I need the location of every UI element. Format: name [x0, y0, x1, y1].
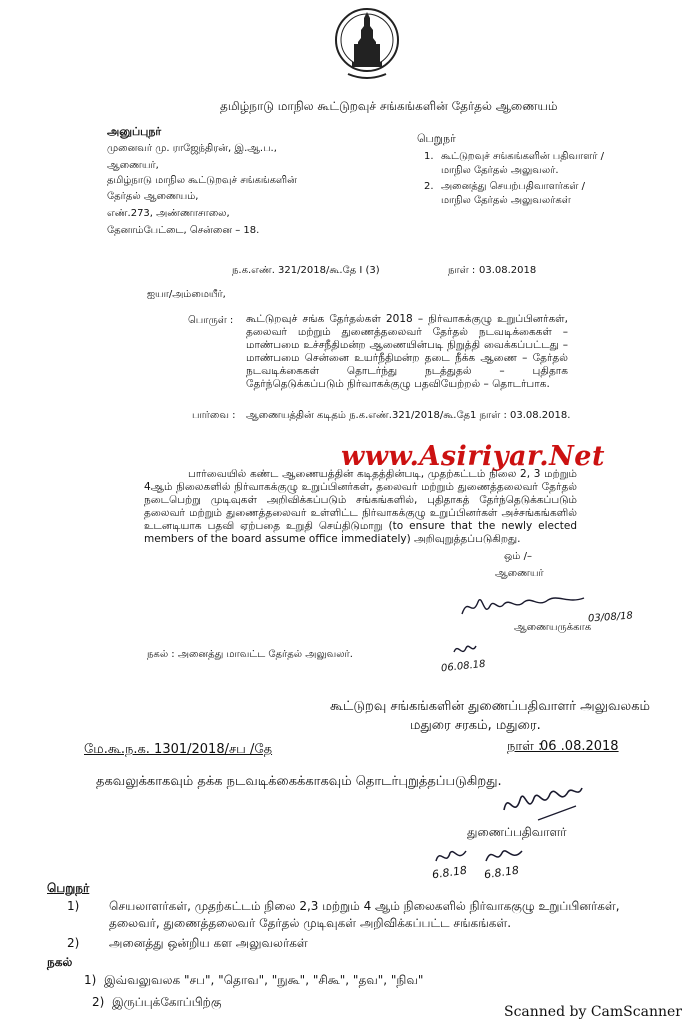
sender-line: எண்.273, அண்ணாசாலை,: [107, 208, 230, 219]
initial-date-1: 6.8.18: [431, 863, 468, 882]
copy-line: நகல் : அனைத்து மாவட்ட தேர்தல் அலுவலர்.: [147, 649, 353, 660]
salutation: ஐயா/அம்மையீர்,: [147, 289, 226, 300]
forward-text: தகவலுக்காகவும் தக்க நடவடிக்கைக்காகவும் தொடர்புறுத்தப்படுகிறது.: [96, 774, 502, 789]
recipient-line: மாநில தேர்தல் அலுவலர்கள்: [441, 195, 571, 206]
forward-reference-number: மே.கூ.ந.க. 1301/2018/சப /தே: [84, 742, 273, 757]
recipients2-number: 2): [67, 936, 80, 950]
scanner-footer: Scanned by CamScanner: [504, 1004, 682, 1020]
recipients2-heading: பெறுநர்: [47, 881, 90, 895]
forward-date: 06 .08.2018: [540, 739, 619, 754]
signature-icon: [458, 588, 588, 624]
copy2-text: இவ்வலுவலக "சப", "தொவ", "நுகூ", "சிகூ", "தவ", "நிவ": [104, 973, 424, 987]
recipient-line: அனைத்து செயற்பதிவாளர்கள் /: [441, 181, 585, 192]
body-paragraph: பார்வையில் கண்ட ஆணையத்தின் கடிதத்தின்படி, முதற்கட்டம் நிலை 2, 3 மற்றும் 4ஆம் நிலைகளில் நிர்வாகக்குழு உறுப்பினர்கள், தலைவர் மற்றும் துணைத்தலைவர் தேர்தல் நடைபெற்று முடிவுகள் அறிவிக்கப்படும் சங்கங்களில், புதிதாகத் தேர்ந்தெடுக்கப்படும் தலைவர் மற்றும் துணைத்தலைவர் உள்ளிட்ட நிர்வாகக்குழு உறுப்பினர்கள் அச்சங்கங்களில் உடனடியாக பதவி ஏற்பதை உறுதி செய்திடுமாறு (to ensure that the newly elected members of the board assume office immediately) அறிவுறுத்தப்படுகிறது.: [144, 468, 577, 545]
commissioner-signature: [458, 588, 588, 624]
recipient-line: கூட்டுறவுச் சங்கங்களின் பதிவாளர் /: [441, 151, 605, 162]
sender-line: தமிழ்நாடு மாநில கூட்டுறவுச் சங்கங்களின்: [107, 175, 297, 186]
sender-line: ஆணையர்,: [107, 160, 159, 171]
recipients2-line: செயலாளர்கள், முதற்கட்டம் நிலை 2,3 மற்றும் 4 ஆம் நிலைகளில் நிர்வாககுழு உறுப்பினர்கள்,: [109, 899, 620, 913]
signature-icon: [498, 780, 584, 828]
initial-mark: [452, 640, 478, 660]
initial-icon: [452, 640, 478, 660]
regional-office-line2: மதுரை சரகம், மதுரை.: [410, 718, 541, 733]
watermark: www.Asiriyar.Net: [341, 441, 605, 472]
sign-date: 03/08/18: [587, 610, 634, 625]
subject-label: பொருள் :: [188, 315, 234, 326]
initial-date-2: 6.8.18: [483, 863, 520, 882]
subject-text: கூட்டுறவுச் சங்க தேர்தல்கள் 2018 – நிர்வாகக்குழு உறுப்பினர்கள், தலைவர் மற்றும் துணைத்தலைவர் தேர்தல் நடவடிக்கைகள் – மாண்பமை உச்சநீதிமன்ற ஆணையின்படி நிறுத்தி வைக்கப்பட்டது – மாண்பமை சென்னை உயர்நீதிமன்ற தடை நீக்க ஆணை – தேர்தல் நடவடிக்கைகள் தொடர்ந்து நடத்துதல் – புதிதாக தேர்ந்தெடுக்கப்படும் நிர்வாகக்குழு பதவியேற்றல் – தொடர்பாக.: [246, 313, 568, 390]
recipients2-line: தலைவர், துணைத்தலைவர் தேர்தல் முடிவுகள் அறிவிக்கப்பட்ட சங்கங்கள்.: [109, 916, 512, 930]
recipient-line: மாநில தேர்தல் அலுவலர்.: [441, 165, 559, 176]
initial-date: 06.08.18: [440, 658, 486, 675]
copy2-text: இருப்புக்கோப்பிற்கு: [112, 995, 222, 1009]
sender-line: தேனாம்பேட்டை, சென்னை – 18.: [107, 225, 260, 236]
copy2-number: 1): [84, 973, 97, 987]
emblem: [334, 4, 400, 84]
signoff-title: ஆணையர்: [495, 568, 544, 579]
recipients2-line: அனைத்து ஒன்றிய கள அலுவலர்கள்: [109, 936, 308, 950]
recipient-heading: பெறுநர்: [417, 132, 456, 145]
sender-line: தேர்தல் ஆணையம்,: [107, 191, 199, 202]
sender-line: முனைவர் மு. ராஜேந்திரன், இ.ஆ.ப.,: [107, 143, 277, 154]
copy2-heading: நகல்: [47, 955, 73, 969]
commission-title: தமிழ்நாடு மாநில கூட்டுறவுச் சங்கங்களின் தேர்தல் ஆணையம்: [220, 99, 558, 113]
signoff-sd: ஒம் /–: [504, 551, 532, 562]
deputy-registrar-title: துணைப்பதிவாளர்: [467, 825, 567, 839]
forward-date-label: நாள் :: [507, 739, 543, 754]
signoff-for-commissioner: ஆணையருக்காக: [514, 622, 592, 633]
ref-line-label: பார்வை :: [192, 410, 236, 421]
reference-date: 03.08.2018: [479, 265, 537, 276]
ref-line-text: ஆணையத்தின் கடிதம் ந.க.எண்.321/2018/கூ.தே1 நாள் : 03.08.2018.: [246, 410, 571, 421]
tamil-nadu-emblem-icon: [334, 4, 400, 84]
deputy-signature: [498, 780, 584, 828]
reference-number: ந.க.எண். 321/2018/கூ.தே I (3): [232, 265, 380, 276]
recipient-number: 2.: [424, 181, 434, 192]
reference-date-label: நாள் :: [448, 265, 476, 276]
copy2-number: 2): [92, 995, 105, 1009]
recipient-number: 1.: [424, 151, 434, 162]
regional-office-line1: கூட்டுறவு சங்கங்களின் துணைப்பதிவாளர் அலுவலகம்: [330, 699, 650, 714]
sender-heading: அனுப்புநர்: [107, 125, 162, 138]
recipients2-number: 1): [67, 899, 80, 913]
